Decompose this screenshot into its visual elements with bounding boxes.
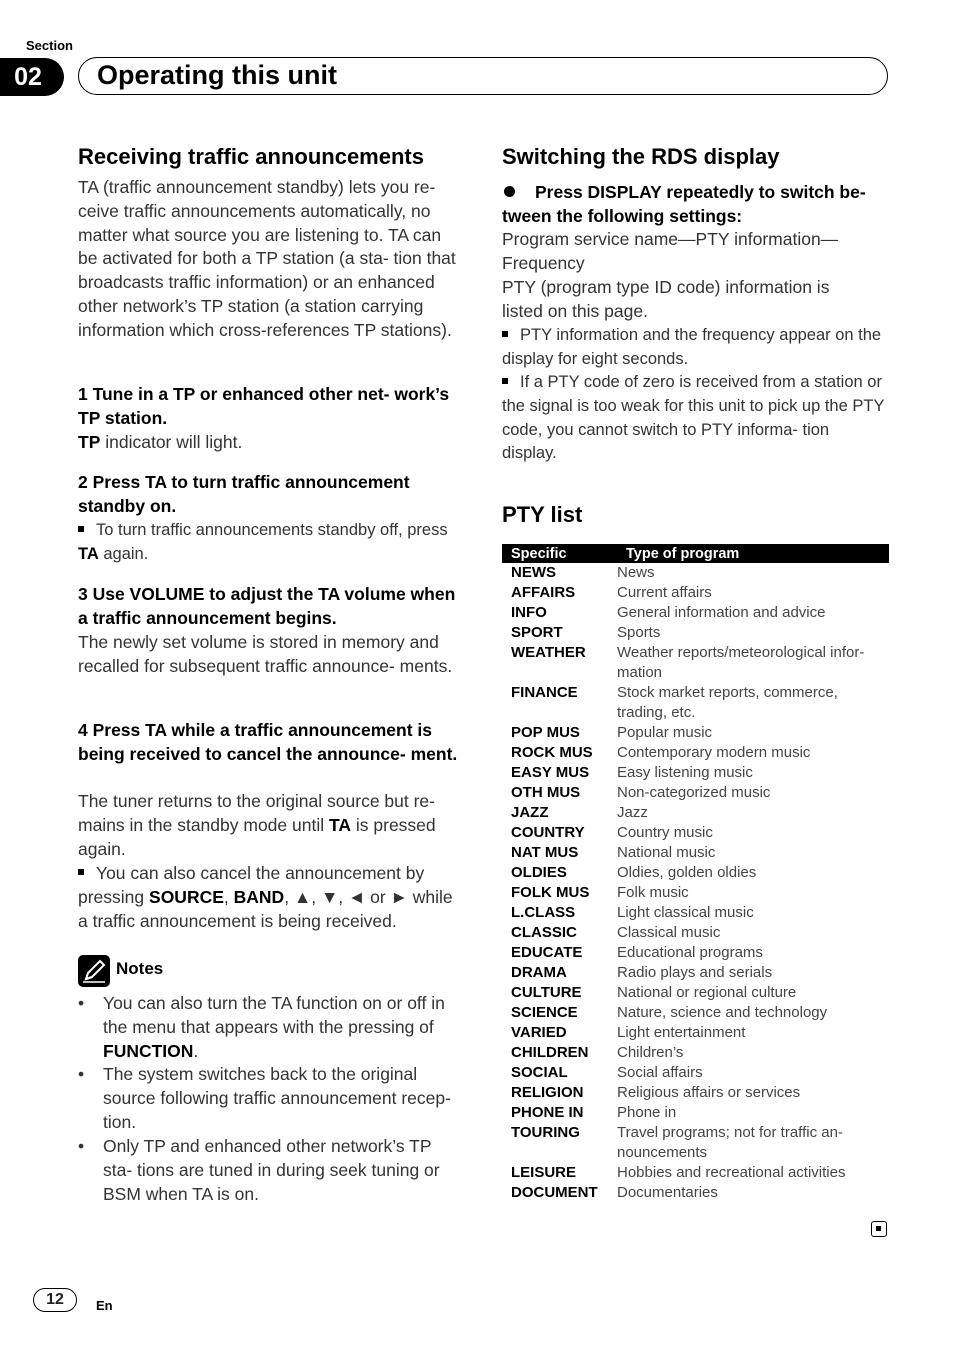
pencil-icon	[78, 955, 110, 987]
step-2-note-pre: To turn traffic announcements standby off, press	[96, 521, 448, 539]
page-title: Operating this unit	[97, 60, 337, 90]
pty-code: ROCK MUS	[511, 744, 593, 761]
pty-code: NEWS	[511, 564, 556, 581]
pty-code: L.CLASS	[511, 904, 576, 921]
step-3-title: 3 Use VOLUME to adjust the TA volume when a traffic announcement begins.	[78, 584, 456, 628]
table-row	[502, 1043, 889, 1063]
program-type: Nature, science and technology	[617, 1004, 828, 1021]
step-4-note-sep: ,	[223, 886, 234, 907]
program-type: Popular music	[617, 724, 713, 741]
table-row	[502, 1163, 889, 1183]
table-row	[502, 683, 889, 723]
step-4-note-arrows: , ▲, ▼, ◄ or ► while a traffic announcement is being received.	[78, 886, 453, 931]
step-3-text: The newly set volume is stored in memory and recalled for subsequent traffic announce- ments.	[78, 632, 453, 676]
pty-code: POP MUS	[511, 724, 580, 741]
table-row	[502, 603, 889, 623]
column-header-type: Type of program	[617, 544, 889, 563]
ta-label-2: TA	[328, 814, 352, 835]
table-row	[502, 983, 889, 1003]
pty-code: LEISURE	[511, 1164, 577, 1181]
program-type: Stock market reports, commerce, trading, etc.	[617, 684, 838, 721]
table-row	[502, 723, 889, 743]
pty-code: EDUCATE	[511, 944, 583, 961]
program-type: Phone in	[617, 1104, 677, 1121]
table-row	[502, 1003, 889, 1023]
step-2-title: 2 Press TA to turn traffic announcement standby on.	[78, 472, 410, 516]
pty-table	[502, 544, 889, 1203]
program-type: Religious affairs or services	[617, 1084, 801, 1101]
program-type: Oldies, golden oldies	[617, 864, 757, 881]
program-type: Non-categorized music	[617, 784, 771, 801]
step-4-note	[78, 862, 464, 933]
square-bullet-icon	[78, 526, 84, 532]
source-label: SOURCE	[149, 886, 224, 907]
program-type: Country music	[617, 824, 713, 841]
table-row	[502, 883, 889, 903]
program-type: Easy listening music	[617, 764, 753, 781]
note-item-3	[78, 1135, 463, 1206]
pty-table-header	[502, 544, 889, 563]
traffic-intro: TA (traffic announcement standby) lets you re- ceive traffic announcements automatically, no matter what source you are listening to. TA can be activated for both a TP station (a sta- tion that broadcasts traffic information) or an enhanced other network’s TP station (a station carrying information which cross-references TP stations).	[78, 177, 456, 340]
program-type: Light entertainment	[617, 1024, 746, 1041]
program-type: Children’s	[617, 1044, 684, 1061]
table-row	[502, 563, 889, 583]
rds-instruction-text: Press DISPLAY repeatedly to switch be- tween the following settings:	[502, 182, 866, 226]
rds-note-2-text: If a PTY code of zero is received from a station or the signal is too weak for this unit to pick up the PTY code, you cannot switch to PTY informa- tion display.	[502, 373, 885, 463]
program-type: Current affairs	[617, 584, 712, 601]
rds-note-2	[502, 371, 888, 466]
pty-info-text: PTY (program type ID code) information is listed on this page.	[502, 277, 830, 321]
program-type: Light classical music	[617, 904, 754, 921]
table-row	[502, 763, 889, 783]
table-row	[502, 783, 889, 803]
pty-code: WEATHER	[511, 644, 586, 661]
note-3-text: Only TP and enhanced other network’s TP sta- tions are tuned in during seek tuning or BSM when TA is on.	[103, 1136, 440, 1204]
pty-code: DOCUMENT	[511, 1184, 598, 1201]
table-row	[502, 1083, 889, 1103]
table-row	[502, 903, 889, 923]
table-row	[502, 1063, 889, 1083]
step-4-title: 4 Press TA while a traffic announcement is being received to cancel the announce- ment.	[78, 720, 458, 764]
pty-code: JAZZ	[511, 804, 549, 821]
program-type: Educational programs	[617, 944, 763, 961]
pty-code: CULTURE	[511, 984, 582, 1001]
table-row	[502, 923, 889, 943]
program-type: National music	[617, 844, 716, 861]
square-bullet-icon	[502, 331, 508, 337]
pty-code: COUNTRY	[511, 824, 585, 841]
table-row	[502, 623, 889, 643]
table-row	[502, 843, 889, 863]
pty-code: AFFAIRS	[511, 584, 576, 601]
rds-note-1-text: PTY information and the frequency appear on the display for eight seconds.	[502, 326, 882, 368]
pty-code: INFO	[511, 604, 547, 621]
note-2-text: The system switches back to the original source following traffic announcement recep- tion.	[103, 1064, 451, 1132]
table-row	[502, 943, 889, 963]
language-code: En	[96, 1298, 113, 1313]
bullet-icon: •	[78, 1064, 85, 1084]
pty-code: OLDIES	[511, 864, 567, 881]
pty-code: SOCIAL	[511, 1064, 568, 1081]
program-type: Social affairs	[617, 1064, 703, 1081]
program-type: Travel programs; not for traffic an- nouncements	[617, 1124, 843, 1161]
table-row	[502, 583, 889, 603]
tp-label: TP	[78, 432, 101, 452]
table-row	[502, 643, 889, 683]
section-label: Section	[26, 38, 73, 53]
step-1-title: 1 Tune in a TP or enhanced other net- work’s TP station.	[78, 384, 450, 428]
square-bullet-icon	[502, 378, 508, 384]
round-bullet-icon	[504, 186, 515, 197]
function-label: FUNCTION	[103, 1040, 194, 1061]
program-type: Classical music	[617, 924, 721, 941]
band-label: BAND	[233, 886, 285, 907]
table-row	[502, 1183, 889, 1203]
table-row	[502, 1103, 889, 1123]
step-1-desc: indicator will light.	[100, 432, 243, 452]
pty-code: CLASSIC	[511, 924, 577, 941]
program-type: Radio plays and serials	[617, 964, 773, 981]
table-row	[502, 1023, 889, 1043]
pty-code: SPORT	[511, 624, 563, 641]
step-4-text	[78, 790, 464, 861]
pty-code: CHILDREN	[511, 1044, 589, 1061]
pty-code: VARIED	[511, 1024, 567, 1041]
note-1-post: .	[193, 1040, 199, 1061]
program-type: National or regional culture	[617, 984, 797, 1001]
pty-code: NAT MUS	[511, 844, 579, 861]
table-row	[502, 743, 889, 763]
column-header-specific: Specific	[502, 544, 617, 563]
pty-table-body	[502, 563, 889, 1203]
pty-code: SCIENCE	[511, 1004, 578, 1021]
program-type: General information and advice	[617, 604, 826, 621]
note-item-2	[78, 1063, 463, 1134]
program-type: Documentaries	[617, 1184, 718, 1201]
section-number-badge: 02	[0, 58, 64, 96]
note-item-1	[78, 992, 463, 1063]
table-row	[502, 1123, 889, 1163]
rds-settings: Program service name—PTY information— Frequency	[502, 229, 839, 273]
ta-label: TA	[78, 544, 99, 563]
pty-code: EASY MUS	[511, 764, 590, 781]
traffic-heading: Receiving traffic announcements	[78, 144, 424, 169]
notes-label: Notes	[116, 959, 164, 978]
rds-note-1	[502, 324, 888, 372]
pty-code: FINANCE	[511, 684, 578, 701]
bullet-icon: •	[78, 1136, 85, 1156]
program-type: Weather reports/meteorological infor- mation	[617, 644, 865, 681]
page-number: 12	[33, 1288, 77, 1312]
program-type: Contemporary modern music	[617, 744, 811, 761]
table-row	[502, 963, 889, 983]
program-type: Folk music	[617, 884, 689, 901]
program-type: Jazz	[617, 804, 648, 821]
rds-instruction	[502, 181, 888, 229]
rds-heading: Switching the RDS display	[502, 144, 780, 169]
step-2-note-post: again.	[98, 544, 149, 563]
table-row	[502, 823, 889, 843]
pty-code: DRAMA	[511, 964, 567, 981]
step-4-text-post: is pressed again.	[78, 814, 436, 859]
step-4-note-pre: You can also cancel the announcement by pressing	[78, 863, 425, 907]
square-bullet-icon	[78, 869, 84, 875]
step-2-note	[78, 519, 458, 567]
pty-code: PHONE IN	[511, 1104, 584, 1121]
program-type: Hobbies and recreational activities	[617, 1164, 846, 1181]
table-row	[502, 803, 889, 823]
program-type: News	[617, 564, 655, 581]
pty-list-heading: PTY list	[502, 502, 583, 527]
end-of-section-icon	[871, 1221, 887, 1237]
pty-code: OTH MUS	[511, 784, 581, 801]
step-1-text	[78, 431, 458, 455]
pty-code: TOURING	[511, 1124, 580, 1141]
bullet-icon: •	[78, 993, 85, 1013]
step-4-text-pre: The tuner returns to the original source but re- mains in the standby mode until	[78, 791, 435, 835]
pty-code: RELIGION	[511, 1084, 584, 1101]
program-type: Sports	[617, 624, 661, 641]
table-row	[502, 863, 889, 883]
note-1-pre: You can also turn the TA function on or off in the menu that appears with the pressing of	[103, 993, 445, 1037]
pty-code: FOLK MUS	[511, 884, 590, 901]
